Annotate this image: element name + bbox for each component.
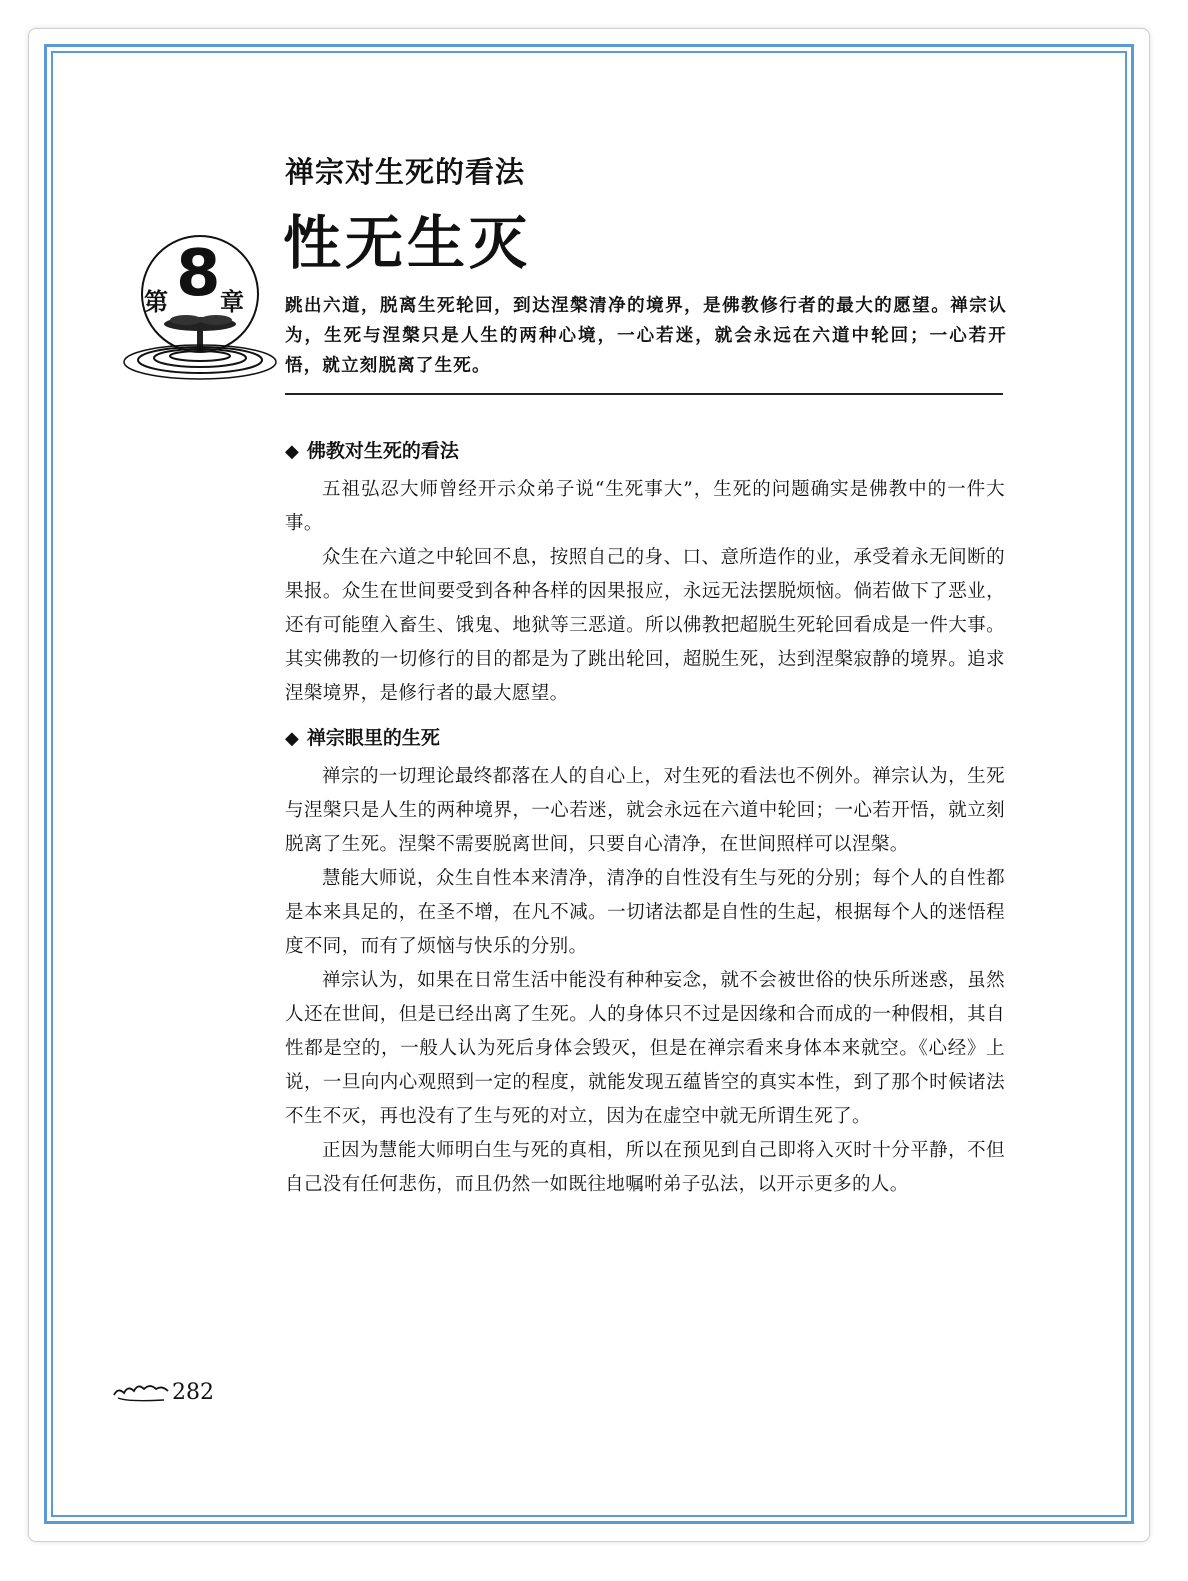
- chapter-intro: 跳出六道，脱离生死轮回，到达涅槃清净的境界，是佛教修行者的最大的愿望。禅宗认为，生死与涅槃只是人生的两种心境，一心若迷，就会永远在六道中轮回；一心若开悟，就立刻脱离了生死。: [285, 296, 1007, 376]
- paragraph: 禅宗认为，如果在日常生活中能没有种种妄念，就不会被世俗的快乐所迷惑，虽然人还在世间，但是已经出离了生死。人的身体只不过是因缘和合而成的一种假相，其自性都是空的，一般人认为死后身体会毁灭，但是在禅宗看来身体本来就空。《心经》上说，一旦向内心观照到一定的程度，就能发现五蕴皆空的真实本性，到了那个时候诸法不生不灭，再也没有了生与死的对立，因为在虚空中就无所谓生死了。: [285, 970, 1005, 1127]
- section-heading: [285, 438, 1005, 465]
- diamond-icon: ◆: [285, 728, 299, 749]
- chapter-suffix: 章: [220, 288, 244, 316]
- diamond-icon: ◆: [285, 441, 299, 462]
- chapter-prefix: 第: [144, 288, 168, 316]
- paragraph: 禅宗的一切理论最终都落在人的自心上，对生死的看法也不例外。禅宗认为，生死与涅槃只是人生的两种境界，一心若迷，就会永远在六道中轮回；一心若开悟，就立刻脱离了生死。涅槃不需要脱离世间，只要自心清净，在世间照样可以涅槃。: [285, 766, 1005, 855]
- paragraph: 慧能大师说，众生自性本来清净，清净的自性没有生与死的分别；每个人的自性都是本来具足的，在圣不增，在凡不减。一切诸法都是自性的生起，根据每个人的迷悟程度不同，而有了烦恼与快乐的分别。: [285, 868, 1005, 957]
- page-number: 282: [172, 1380, 214, 1405]
- chapter-number: 8: [176, 237, 221, 311]
- paragraph: 众生在六道之中轮回不息，按照自己的身、口、意所造作的业，承受着永无间断的果报。众生在世间要受到各种各样的因果报应，永远无法摆脱烦恼。倘若做下了恶业，还有可能堕入畜生、饿鬼、地狱等三恶道。所以佛教把超脱生死轮回看成是一件大事。其实佛教的一切修行的目的都是为了跳出轮回，超脱生死，达到涅槃寂静的境界。追求涅槃境界，是修行者的最大愿望。: [285, 547, 1005, 704]
- chapter-badge: [120, 232, 280, 392]
- page-footer: [112, 1380, 214, 1405]
- section-heading-text: 禅宗眼里的生死: [306, 727, 440, 749]
- divider: [285, 393, 1003, 395]
- chapter-subtitle: 禅宗对生死的看法: [285, 155, 526, 189]
- section-heading-text: 佛教对生死的看法: [306, 440, 459, 462]
- chapter-title: 性无生灭: [283, 209, 532, 277]
- cloud-ornament-icon: [112, 1383, 170, 1403]
- paragraph: 五祖弘忍大师曾经开示众弟子说“生死事大”，生死的问题确实是佛教中的一件大事。: [285, 479, 1005, 534]
- article-body: [285, 438, 1005, 1202]
- paragraph: 正因为慧能大师明白生与死的真相，所以在预见到自己即将入灭时十分平静，不但自己没有任何悲伤，而且仍然一如既往地嘱咐弟子弘法，以开示更多的人。: [285, 1140, 1005, 1195]
- section-heading: [285, 725, 1005, 752]
